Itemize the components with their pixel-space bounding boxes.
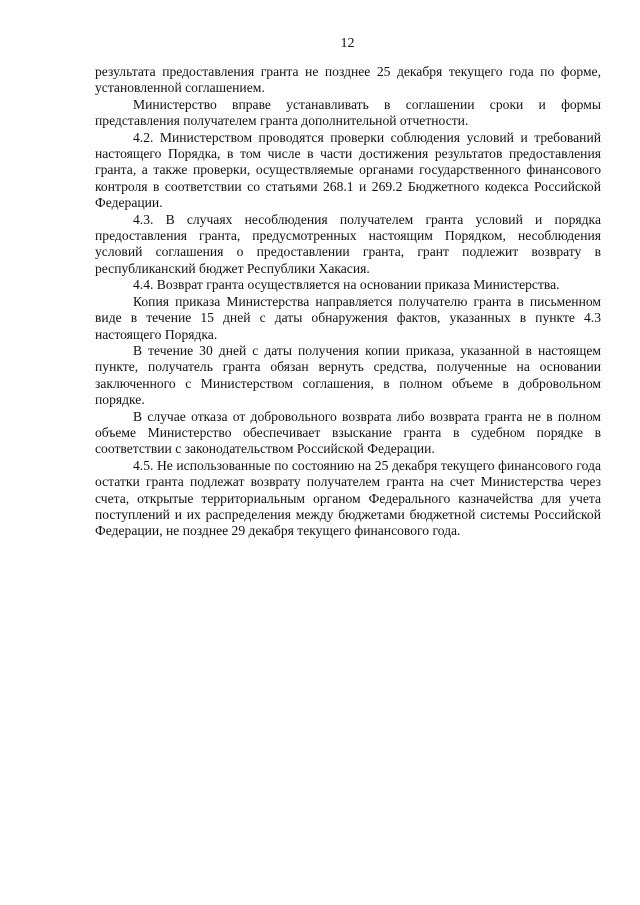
paragraph-refusal: В случае отказа от добровольного возврата либо возврата гранта не в полном объеме Министерство обеспечивает взыскание гранта в судебном порядке в соответствии с законодательством Российской Федерации. (95, 408, 601, 457)
paragraph-4-4: 4.4. Возврат гранта осуществляется на основании приказа Министерства. (133, 277, 560, 293)
paragraph-4-5: 4.5. Не использованные по состоянию на 25 декабря текущего финансового года остатки гранта подлежат возврату получателем гранта на счет Министерства через счета, открытые территориальным органом Федерального казначейства для учета поступлений и их распределения между бюджетами бюджетной системы Российской Федерации, не позднее 29 декабря текущего финансового года. (95, 457, 601, 539)
document-body (95, 64, 601, 540)
page-number: 12 (340, 36, 355, 51)
paragraph-reporting-terms: Министерство вправе устанавливать в соглашении сроки и формы представления получателем гранта дополнительной отчетности. (95, 96, 601, 129)
paragraph-4-3: 4.3. В случаях несоблюдения получателем гранта условий и порядка предоставления гранта, предусмотренных настоящим Порядком, несоблюдения условий соглашения о предоставлении гранта, грант подлежит возврату в республиканский бюджет Республики Хакасия. (95, 211, 601, 276)
paragraph-order-copy: Копия приказа Министерства направляется получателю гранта в письменном виде в течение 15 дней с даты обнаружения фактов, указанных в пункте 4.3 настоящего Порядка. (95, 293, 601, 342)
paragraph-return-period: В течение 30 дней с даты получения копии приказа, указанной в настоящем пункте, получатель гранта обязан вернуть средства, полученные на основании заключенного с Министерством соглашения, в полном объеме в добровольном порядке. (95, 342, 601, 408)
paragraph-4-2: 4.2. Министерством проводятся проверки соблюдения условий и требований настоящего Порядка, в том числе в части достижения результатов предоставления гранта, а также проверки, осуществляемые органами государственного финансового контроля в соответствии со статьями 268.1 и 269.2 Бюджетного кодекса Российской Федерации. (95, 129, 601, 211)
paragraph-continuation: результата предоставления гранта не позднее 25 декабря текущего года по форме, установленной соглашением. (95, 64, 601, 96)
